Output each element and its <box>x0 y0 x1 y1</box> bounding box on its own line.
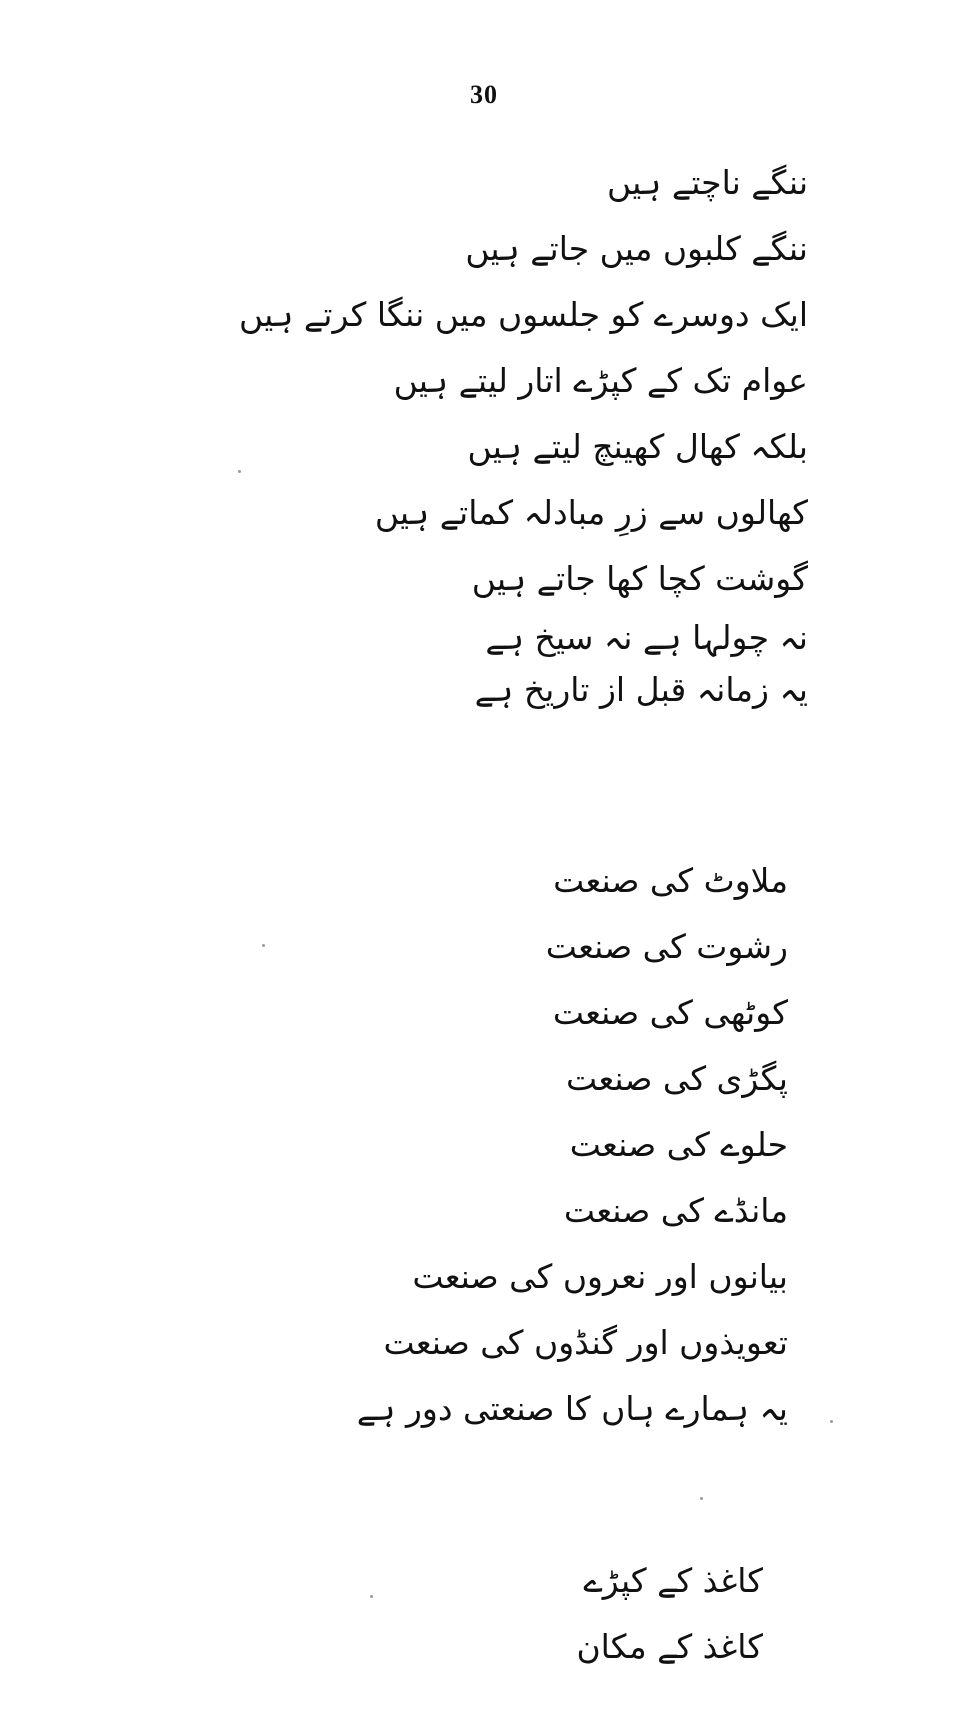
page-number: 30 <box>470 80 498 109</box>
poem-line: پگڑی کی صنعت <box>566 1059 788 1098</box>
poem-line: یہ زمانہ قبل از تاریخ ہے <box>474 670 808 709</box>
poem-line: بلکہ کھال کھینچ لیتے ہیں <box>467 427 808 466</box>
poem-line: کاغذ کے مکان <box>576 1627 763 1666</box>
poem-line: گوشت کچا کھا جاتے ہیں <box>471 559 808 598</box>
poem-line: کھالوں سے زرِ مبادلہ کماتے ہیں <box>374 493 808 532</box>
poem-line: یہ ہمارے ہاں کا صنعتی دور ہے <box>356 1389 788 1428</box>
scan-speck <box>830 1420 833 1423</box>
stanza-2 <box>357 848 788 1442</box>
poem-line: نہ چولہا ہے نہ سیخ ہے <box>485 618 808 657</box>
poem-line: ننگے ناچتے ہیں <box>606 163 808 202</box>
poem-line: بیانوں اور نعروں کی صنعت <box>412 1257 788 1296</box>
scan-speck <box>370 1595 373 1598</box>
poem-line: حلوے کی صنعت <box>569 1125 788 1164</box>
poem-line: کاغذ کے کپڑے <box>583 1561 763 1600</box>
poem-line: ننگے کلبوں میں جاتے ہیں <box>465 229 808 268</box>
poem-line: عوام تک کے کپڑے اتار لیتے ہیں <box>393 361 808 400</box>
stanza-3 <box>576 1548 763 1680</box>
poem-line: کوٹھی کی صنعت <box>552 993 788 1032</box>
poem-line: مانڈے کی صنعت <box>563 1191 788 1230</box>
stanza-1 <box>239 150 808 716</box>
poem-line: ملاوٹ کی صنعت <box>553 861 788 900</box>
poem-line: تعویذوں اور گنڈوں کی صنعت <box>383 1323 788 1362</box>
scan-speck <box>700 1497 703 1500</box>
scan-speck <box>238 470 241 473</box>
scan-speck <box>262 944 265 947</box>
poem-line: رشوت کی صنعت <box>545 927 788 966</box>
poem-line: ایک دوسرے کو جلسوں میں ننگا کرتے ہیں <box>239 295 808 334</box>
